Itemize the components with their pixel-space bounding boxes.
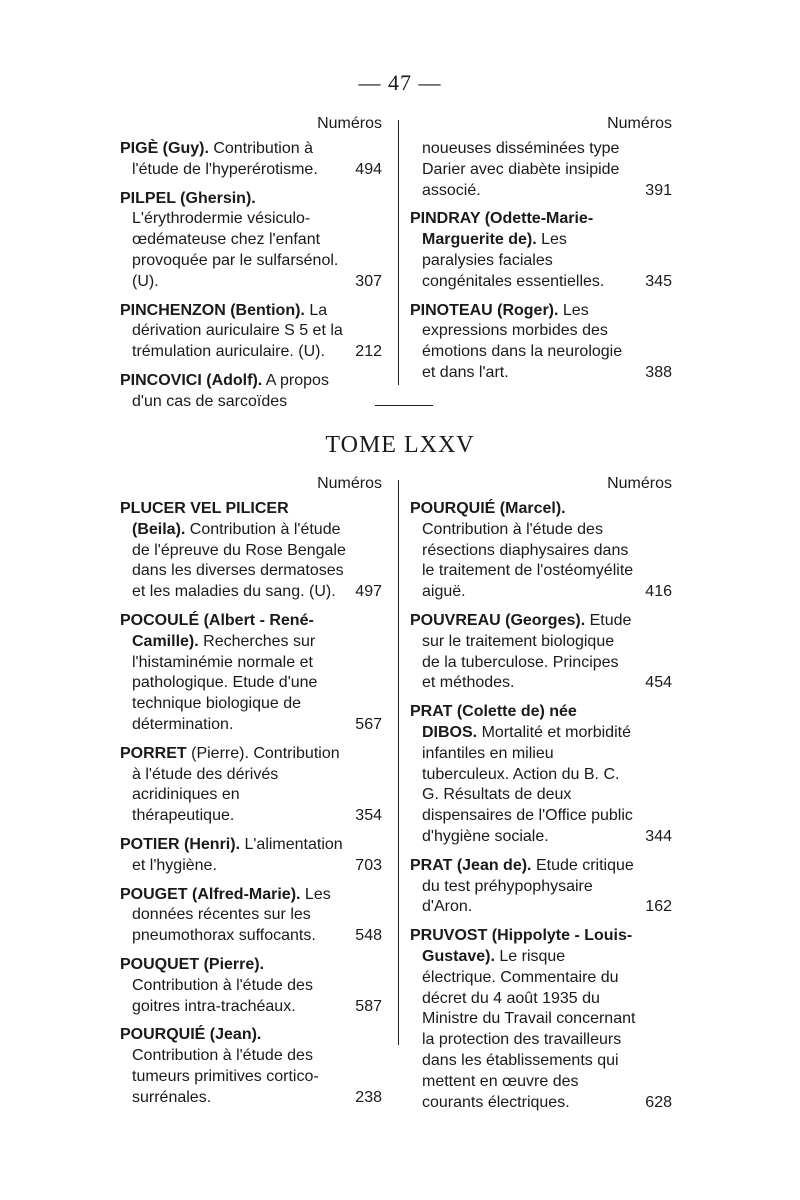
index-entry — [120, 611, 382, 736]
index-entry — [120, 499, 382, 603]
author-name: POURQUIÉ (Jean). — [120, 1026, 262, 1044]
entry-text — [410, 856, 672, 918]
entry-number: 307 — [355, 272, 382, 290]
author-name: POUQUET (Pierre). — [120, 955, 265, 973]
index-entry — [120, 189, 382, 293]
index-section-top — [120, 115, 680, 410]
author-name: PRUVOST (Hippolyte - Louis-Gustave). — [410, 927, 633, 965]
author-name: POUGET (Alfred-Marie). — [120, 885, 301, 903]
entry-number: 567 — [355, 715, 382, 733]
entry-text — [120, 499, 382, 603]
thesis-title: (Pierre). Contribution à l'étude des dérivés acridiniques en thérapeutique. — [132, 744, 340, 825]
entry-number: 388 — [645, 363, 672, 381]
entry-text — [120, 611, 382, 736]
author-name: POURQUIÉ (Marcel). — [410, 500, 566, 517]
entry-text — [410, 926, 672, 1113]
entry-text — [410, 209, 672, 292]
column-divider — [398, 480, 399, 1045]
index-entry — [120, 835, 382, 877]
entry-text — [410, 611, 672, 694]
author-name: PINCOVICI (Adolf). — [120, 371, 263, 389]
entry-number: 391 — [645, 181, 672, 199]
entry-text — [120, 955, 382, 1017]
page-number: — 47 — — [358, 70, 442, 95]
entry-number: 587 — [355, 997, 382, 1015]
entry-number: 628 — [645, 1093, 672, 1111]
entry-text — [120, 301, 382, 363]
thesis-title: Contribution à l'étude des résections diaphysaires dans le traitement de l'ostéomyélite aiguë. — [422, 520, 634, 601]
author-name: PRAT (Jean de). — [410, 856, 532, 874]
index-entry — [120, 139, 382, 181]
author-name: PINDRAY (Odette-Marie-Marguerite de). — [410, 210, 594, 249]
thesis-title: Le risque électrique. Commentaire du décret du 4 août 1935 du Ministre du Travail concernant la protection des travailleurs dans les établissements qui mettent en œuvre des courants électriques. — [422, 947, 636, 1111]
column-header: Numéros — [607, 115, 672, 132]
column-header: Numéros — [317, 115, 382, 132]
index-column-right — [410, 475, 672, 1121]
author-name: PORRET — [120, 744, 187, 762]
entry-text — [120, 885, 382, 947]
index-column-right — [410, 115, 672, 392]
entry-text — [410, 139, 672, 201]
entry-number: 162 — [645, 898, 672, 916]
author-name: PINOTEAU (Roger). — [410, 301, 559, 319]
entry-number: 494 — [355, 160, 382, 178]
entry-number: 344 — [645, 827, 672, 845]
thesis-title: Mortalité et morbidité infantiles en milieu tuberculeux. Action du B. C. G. Résultats de deux dispensaires de l'Office public d'hygiène sociale. — [422, 723, 633, 845]
index-entry — [120, 371, 382, 413]
entry-text — [120, 139, 382, 181]
entry-text — [120, 835, 382, 877]
index-column-left — [120, 475, 382, 1117]
author-name: POTIER (Henri). — [120, 835, 241, 853]
section-separator — [375, 405, 433, 406]
thesis-title: A propos d'un cas de sarcoïdes — [132, 371, 329, 410]
entry-number: 354 — [355, 807, 382, 825]
entry-text — [120, 744, 382, 827]
thesis-title: noueuses disséminées type Darier avec diabète insipide associé. — [422, 140, 620, 199]
thesis-title: Etude critique du test préhypophysaire d'Aron. — [422, 856, 634, 916]
index-entry — [410, 209, 672, 292]
thesis-title: Les paralysies faciales congénitales essentielles. — [422, 231, 605, 290]
index-entry — [410, 301, 672, 384]
index-entry — [120, 744, 382, 827]
index-entry — [120, 1025, 382, 1108]
index-entry — [120, 955, 382, 1017]
entry-number: 416 — [645, 583, 672, 601]
author-name: PILPEL (Ghersin). — [120, 189, 256, 207]
entry-number: 548 — [355, 927, 382, 945]
column-divider — [398, 120, 399, 385]
entry-number: 238 — [355, 1088, 382, 1106]
index-entry — [410, 499, 672, 603]
thesis-title: Contribution à l'étude des tumeurs primitives cortico-surrénales. — [132, 1047, 319, 1106]
author-name: PRAT (Colette de) née DIBOS. — [410, 703, 577, 741]
thesis-title: Contribution à l'étude des goitres intra-trachéaux. — [132, 976, 313, 1015]
entry-text — [120, 1025, 382, 1108]
author-name: POUVREAU (Georges). — [410, 611, 586, 629]
entry-number: 345 — [645, 272, 672, 290]
thesis-title: La dérivation auriculaire S 5 et la trémulation auriculaire. (U). — [132, 301, 343, 361]
index-column-left — [120, 115, 382, 421]
entry-number: 454 — [645, 674, 672, 692]
index-section-tome — [120, 475, 680, 1111]
index-entry — [120, 885, 382, 947]
author-name: PLUCER VEL PILICER (Beila). — [120, 500, 289, 538]
thesis-title: Les expressions morbides des émotions dans la neurologie et dans l'art. — [422, 301, 623, 381]
thesis-title: L'érythrodermie vésiculo-œdémateuse chez l'enfant provoquée par le sulfarsénol. (U). — [132, 210, 339, 290]
thesis-title: Recherches sur l'histaminémie normale et pathologique. Etude d'une technique biologique de détermination. — [132, 632, 318, 733]
thesis-title: L'alimentation et l'hygiène. — [132, 835, 343, 874]
entry-text — [410, 499, 672, 603]
thesis-title: Les données récentes sur les pneumothorax suffocants. — [132, 885, 331, 945]
entry-number: 212 — [355, 343, 382, 361]
column-header: Numéros — [607, 475, 672, 492]
thesis-title: Etude sur le traitement biologique de la tuberculose. Principes et méthodes. — [422, 611, 632, 692]
entry-text — [410, 301, 672, 384]
entry-text — [410, 702, 672, 848]
thesis-title: Contribution à l'étude de l'épreuve du Rose Bengale dans les diverses dermatoses et les maladies du sang. (U). — [132, 520, 346, 601]
index-entry — [410, 611, 672, 694]
index-entry — [410, 139, 672, 201]
thesis-title: Contribution à l'étude de l'hyperérotisme. — [132, 140, 318, 178]
column-header: Numéros — [317, 475, 382, 492]
entry-number: 497 — [355, 583, 382, 601]
entry-number: 703 — [355, 856, 382, 874]
index-entry — [410, 702, 672, 848]
entry-text — [120, 371, 382, 413]
author-name: PIGÈ (Guy). — [120, 140, 209, 157]
author-name: POCOULÉ (Albert - René-Camille). — [120, 611, 314, 650]
entry-text — [120, 189, 382, 293]
index-entry — [410, 856, 672, 918]
author-name: PINCHENZON (Bention). — [120, 301, 305, 319]
index-entry — [120, 301, 382, 363]
tome-title: TOME LXXV — [325, 432, 475, 458]
index-entry — [410, 926, 672, 1113]
